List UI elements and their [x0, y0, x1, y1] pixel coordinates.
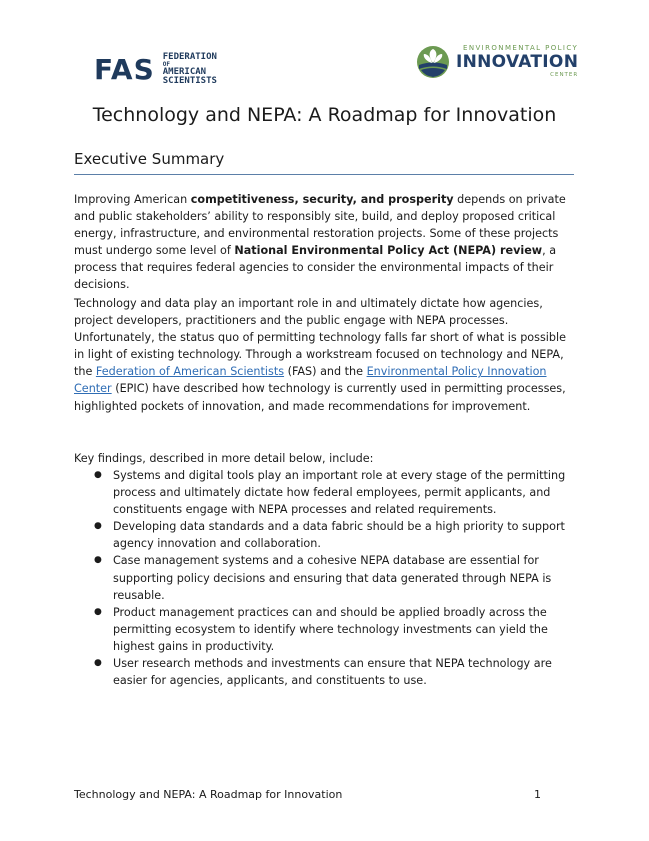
p1-text-c: depends on private and public stakeholders’ ability to responsibly site, build, and deploy proposed critical energy, infrastructure, and environmental restoration projects. Some of these projects must undergo some level of	[74, 193, 566, 258]
epic-logo-wordmark	[456, 44, 578, 79]
p1-bold-phrase: competitiveness, security, and prosperity	[190, 193, 454, 206]
finding-text: User research methods and investments can ensure that NEPA technology are easier for agencies, applicants, and constituents to use.	[113, 657, 552, 688]
p1-text-a: Improving American	[74, 193, 191, 206]
key-findings-list	[94, 467, 576, 689]
fas-logo-wordmark	[163, 53, 217, 86]
epic-logo	[416, 44, 578, 79]
document-title: Technology and NEPA: A Roadmap for Innovation	[92, 104, 557, 126]
p1-bold-nepa: National Environmental Policy Act (NEPA) review	[234, 244, 543, 258]
heading-divider	[74, 174, 574, 175]
fas-logo-line4: SCIENTISTS	[162, 76, 217, 86]
finding-text: Product management practices can and should be applied broadly across the permitting ecosystem to identify where technology investments can yield the highest gains in productivity.	[113, 605, 548, 653]
bullet-icon: ●	[94, 521, 102, 532]
epic-logo-mid: INNOVATION	[456, 52, 579, 72]
finding-text: Case management systems and a cohesive NEPA database are essential for supporting policy decisions and ensuring that data generated through NEPA is reusable.	[113, 554, 552, 602]
paragraph-technology	[74, 295, 574, 415]
fas-logo-line1: FEDERATION	[162, 52, 217, 62]
findings-intro: Key findings, described in more detail below, include:	[74, 452, 374, 465]
bullet-icon: ●	[94, 470, 102, 480]
fas-logo-line2: OF	[162, 61, 170, 68]
bullet-icon: ●	[94, 555, 102, 566]
p1-text-e: , a process that requires federal agencies to consider the environmental impacts of their decisions.	[74, 244, 557, 292]
list-item	[94, 655, 576, 689]
epic-link[interactable]: Environmental Policy Innovation Center	[74, 365, 547, 396]
epic-logo-top: ENVIRONMENTAL POLICY	[463, 44, 579, 52]
p2-text-a: Technology and data play an important role in and ultimately dictate how agencies, project developers, practitioners and the public engage with NEPA processes. Unfortunately, the status quo of permitting technology falls far short of what is possible in light of existing technology. Through a workstream focused on technology and NEPA, the	[74, 297, 567, 379]
epic-logo-bottom: CENTER	[550, 72, 579, 78]
list-item	[94, 518, 576, 552]
list-item	[94, 467, 576, 518]
fas-link[interactable]: Federation of American Scientists	[95, 365, 285, 379]
epic-leaf-icon	[416, 45, 450, 79]
footer-title: Technology and NEPA: A Roadmap for Innovation	[74, 788, 343, 801]
section-heading: Executive Summary	[74, 150, 225, 168]
finding-text: Developing data standards and a data fabric should be a high priority to support agency innovation and collaboration.	[113, 520, 565, 551]
fas-logo	[94, 53, 217, 86]
list-item	[94, 552, 576, 603]
list-item	[94, 604, 576, 655]
fas-logo-line3: AMERICAN	[162, 67, 207, 77]
finding-text: Systems and digital tools play an important role at every stage of the permitting process and ultimately dictate how federal employees, permit applicants, and constituents engage with NEPA processes and related requirements.	[113, 469, 566, 517]
p2-text-c: (EPIC) have described how technology is currently used in permitting processes, highlighted pockets of innovation, and made recommendations for improvement.	[74, 382, 566, 413]
page-number: 1	[534, 788, 541, 801]
fas-logo-mark: FAS	[94, 52, 155, 86]
bullet-icon: ●	[94, 658, 102, 669]
paragraph-intro	[74, 191, 574, 294]
bullet-icon: ●	[94, 606, 102, 617]
p2-text-b: (FAS) and the	[284, 365, 367, 379]
